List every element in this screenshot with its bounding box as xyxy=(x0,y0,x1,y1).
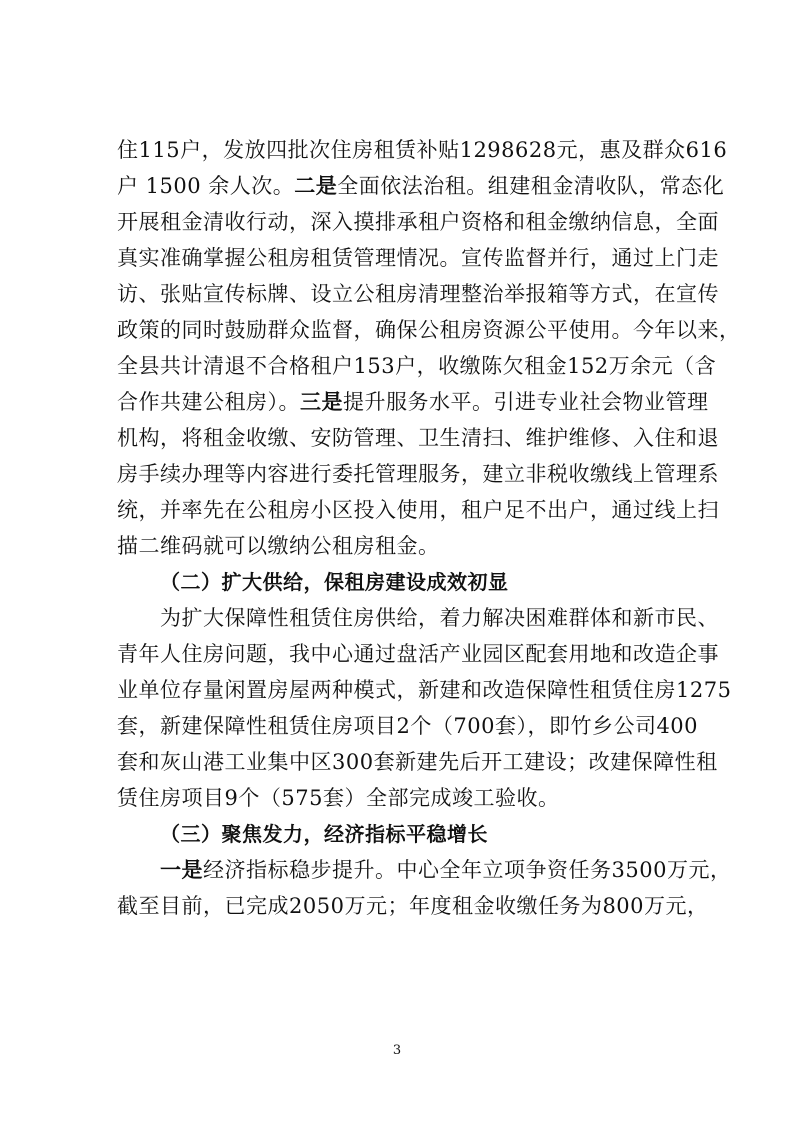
paragraph-line xyxy=(160,855,732,885)
text-run: 合作共建公租房）。 xyxy=(117,390,300,414)
paragraph-line xyxy=(117,531,697,561)
text-run: 政策的同时鼓励群众监督，确保公租房资源公平使用。今年以来， xyxy=(117,318,741,342)
bold-lead: 三是 xyxy=(300,390,343,414)
text-run: 住115户，发放四批次住房租赁补贴1298628元，惠及群众616 xyxy=(117,138,728,162)
paragraph-line xyxy=(117,783,697,813)
text-run: 描二维码就可以缴纳公租房租金。 xyxy=(117,534,440,558)
text-run: 真实准确掌握公租房租赁管理情况。宣传监督并行，通过上门走 xyxy=(117,246,719,270)
section-heading: （三）聚焦发力，经济指标平稳增长 xyxy=(160,822,488,846)
text-run: 提升服务水平。引进专业社会物业管理 xyxy=(343,390,709,414)
text-run: 访、张贴宣传标牌、设立公租房清理整治举报箱等方式，在宣传 xyxy=(117,282,719,306)
text-run: 套，新建保障性租赁住房项目2个（700套），即竹乡公司400 xyxy=(117,714,699,738)
paragraph-line xyxy=(117,243,719,273)
text-run: 截至目前，已完成2050万元；年度租金收缴任务为800万元， xyxy=(117,894,709,918)
section-heading: （二）扩大供给，保租房建设成效初显 xyxy=(160,570,509,594)
text-run: 业单位存量闲置房屋两种模式，新建和改造保障性租赁住房1275 xyxy=(117,678,732,702)
text-run: 全县共计清退不合格租户153户，收缴陈欠租金152万余元（含 xyxy=(117,354,717,378)
paragraph-line xyxy=(117,423,719,453)
bold-lead: 一是 xyxy=(160,858,203,882)
paragraph-line xyxy=(117,639,719,669)
paragraph-line xyxy=(117,711,697,741)
paragraph-line xyxy=(117,891,709,921)
text-run: 机构，将租金收缴、安防管理、卫生清扫、维护维修、入住和退 xyxy=(117,426,719,450)
paragraph-line xyxy=(117,387,709,417)
text-run: 全面依法治租。组建租金清收队，常态化 xyxy=(337,174,725,198)
paragraph-line xyxy=(117,495,719,525)
bold-lead: 二是 xyxy=(294,174,338,198)
paragraph-line xyxy=(117,279,719,309)
paragraph-line xyxy=(117,747,718,777)
text-run: 套和灰山港工业集中区300套新建先后开工建设；改建保障性租 xyxy=(117,750,718,774)
paragraph-line xyxy=(117,459,719,489)
paragraph-line xyxy=(117,675,732,705)
text-run: 经济指标稳步提升。中心全年立项争资任务3500万元， xyxy=(203,858,732,882)
text-run: 开展租金清收行动，深入摸排承租户资格和租金缴纳信息，全面 xyxy=(117,210,719,234)
text-run: 青年人住房问题，我中心通过盘活产业园区配套用地和改造企事 xyxy=(117,642,719,666)
text-run: 为扩大保障性租赁住房供给，着力解决困难群体和新市民、 xyxy=(160,606,719,630)
paragraph-line xyxy=(117,171,725,201)
paragraph-line xyxy=(160,603,719,633)
text-run: 统，并率先在公租房小区投入使用，租户足不出户，通过线上扫 xyxy=(117,498,719,522)
text-run: 赁住房项目9个（575套）全部完成竣工验收。 xyxy=(117,786,560,810)
paragraph-line xyxy=(117,315,741,345)
paragraph-line xyxy=(117,207,719,237)
text-run: 房手续办理等内容进行委托管理服务，建立非税收缴线上管理系 xyxy=(117,462,719,486)
text-run: 户 1500 余人次。 xyxy=(117,174,295,198)
paragraph-line xyxy=(117,135,728,165)
paragraph-line xyxy=(117,351,717,381)
page-number: 3 xyxy=(392,1043,402,1058)
